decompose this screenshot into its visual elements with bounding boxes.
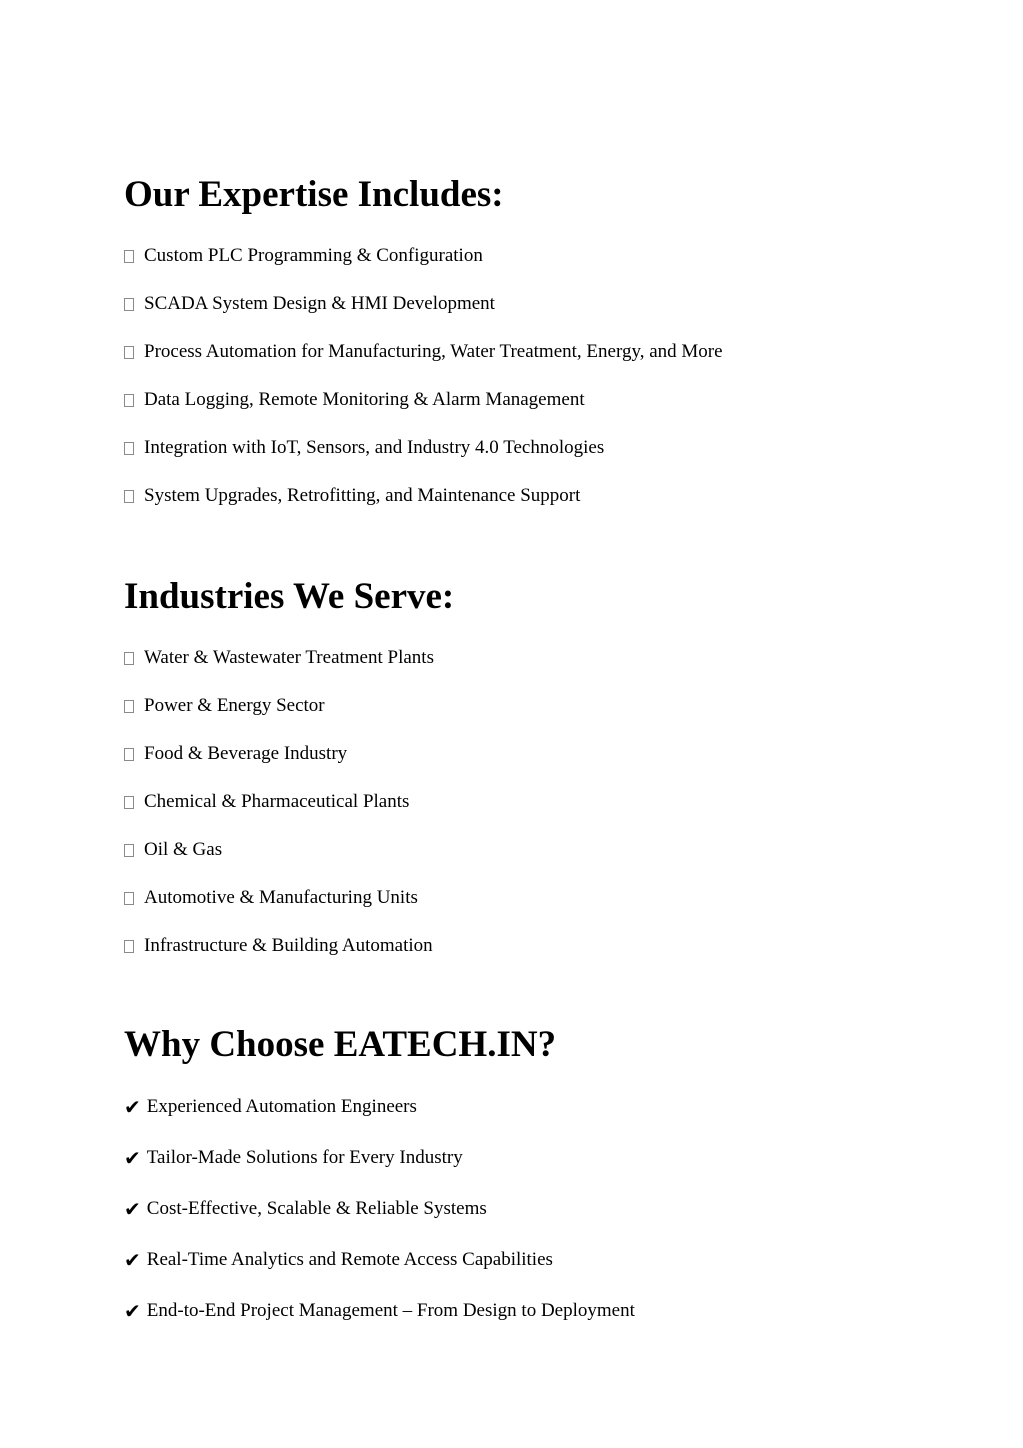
industries-heading: Industries We Serve: bbox=[124, 576, 455, 617]
expertise-list bbox=[124, 232, 984, 520]
missing-glyph-box-icon bbox=[124, 394, 134, 407]
list-item bbox=[124, 874, 984, 922]
why-choose-section bbox=[124, 1023, 984, 1336]
missing-glyph-box-icon bbox=[124, 298, 134, 311]
list-item-label: End-to-End Project Management – From Design to Deployment bbox=[146, 1299, 635, 1321]
list-item-label: Oil & Gas bbox=[144, 839, 223, 860]
list-item bbox=[124, 1081, 984, 1132]
list-item-label: SCADA System Design & HMI Development bbox=[144, 293, 495, 314]
check-mark-icon: ✔ bbox=[124, 1247, 141, 1272]
list-item-label: Process Automation for Manufacturing, Water Treatment, Energy, and More bbox=[144, 341, 723, 362]
list-item-label: Cost-Effective, Scalable & Reliable Systems bbox=[146, 1197, 487, 1219]
list-item bbox=[124, 1234, 984, 1285]
check-mark-icon: ✔ bbox=[124, 1298, 141, 1323]
list-item-label: Automotive & Manufacturing Units bbox=[144, 887, 418, 908]
list-item bbox=[124, 232, 984, 280]
missing-glyph-box-icon bbox=[124, 844, 134, 857]
list-item-label: Infrastructure & Building Automation bbox=[144, 935, 433, 956]
missing-glyph-box-icon bbox=[124, 346, 134, 359]
expertise-section bbox=[124, 173, 984, 520]
list-item bbox=[124, 1183, 984, 1234]
list-item-label: Custom PLC Programming & Configuration bbox=[144, 245, 483, 266]
missing-glyph-box-icon bbox=[124, 796, 134, 809]
list-item bbox=[124, 778, 984, 826]
list-item-label: Water & Wastewater Treatment Plants bbox=[144, 647, 434, 668]
missing-glyph-box-icon bbox=[124, 250, 134, 263]
list-item bbox=[124, 1132, 984, 1183]
list-item bbox=[124, 280, 984, 328]
list-item bbox=[124, 472, 984, 520]
missing-glyph-box-icon bbox=[124, 652, 134, 665]
list-item-label: Food & Beverage Industry bbox=[144, 743, 348, 764]
why-choose-heading: Why Choose EATECH.IN? bbox=[124, 1024, 557, 1065]
check-mark-icon: ✔ bbox=[124, 1094, 141, 1119]
missing-glyph-box-icon bbox=[124, 442, 134, 455]
expertise-heading: Our Expertise Includes: bbox=[124, 174, 504, 215]
list-item-label: Power & Energy Sector bbox=[144, 695, 325, 716]
check-mark-icon: ✔ bbox=[124, 1145, 141, 1170]
list-item bbox=[124, 328, 984, 376]
industries-list bbox=[124, 634, 984, 970]
industries-section bbox=[124, 575, 984, 970]
missing-glyph-box-icon bbox=[124, 940, 134, 953]
list-item bbox=[124, 922, 984, 970]
missing-glyph-box-icon bbox=[124, 700, 134, 713]
list-item bbox=[124, 1285, 984, 1336]
list-item bbox=[124, 376, 984, 424]
list-item bbox=[124, 730, 984, 778]
list-item-label: Experienced Automation Engineers bbox=[146, 1095, 417, 1117]
missing-glyph-box-icon bbox=[124, 490, 134, 503]
list-item bbox=[124, 634, 984, 682]
list-item-label: System Upgrades, Retrofitting, and Maintenance Support bbox=[144, 485, 581, 506]
list-item-label: Real-Time Analytics and Remote Access Capabilities bbox=[146, 1248, 553, 1270]
list-item-label: Tailor-Made Solutions for Every Industry bbox=[146, 1146, 463, 1168]
list-item bbox=[124, 682, 984, 730]
list-item-label: Integration with IoT, Sensors, and Industry 4.0 Technologies bbox=[144, 437, 605, 458]
missing-glyph-box-icon bbox=[124, 892, 134, 905]
check-mark-icon: ✔ bbox=[124, 1196, 141, 1221]
list-item bbox=[124, 424, 984, 472]
list-item-label: Data Logging, Remote Monitoring & Alarm Management bbox=[144, 389, 585, 410]
missing-glyph-box-icon bbox=[124, 748, 134, 761]
list-item bbox=[124, 826, 984, 874]
why-choose-list bbox=[124, 1081, 984, 1336]
list-item-label: Chemical & Pharmaceutical Plants bbox=[144, 791, 410, 812]
